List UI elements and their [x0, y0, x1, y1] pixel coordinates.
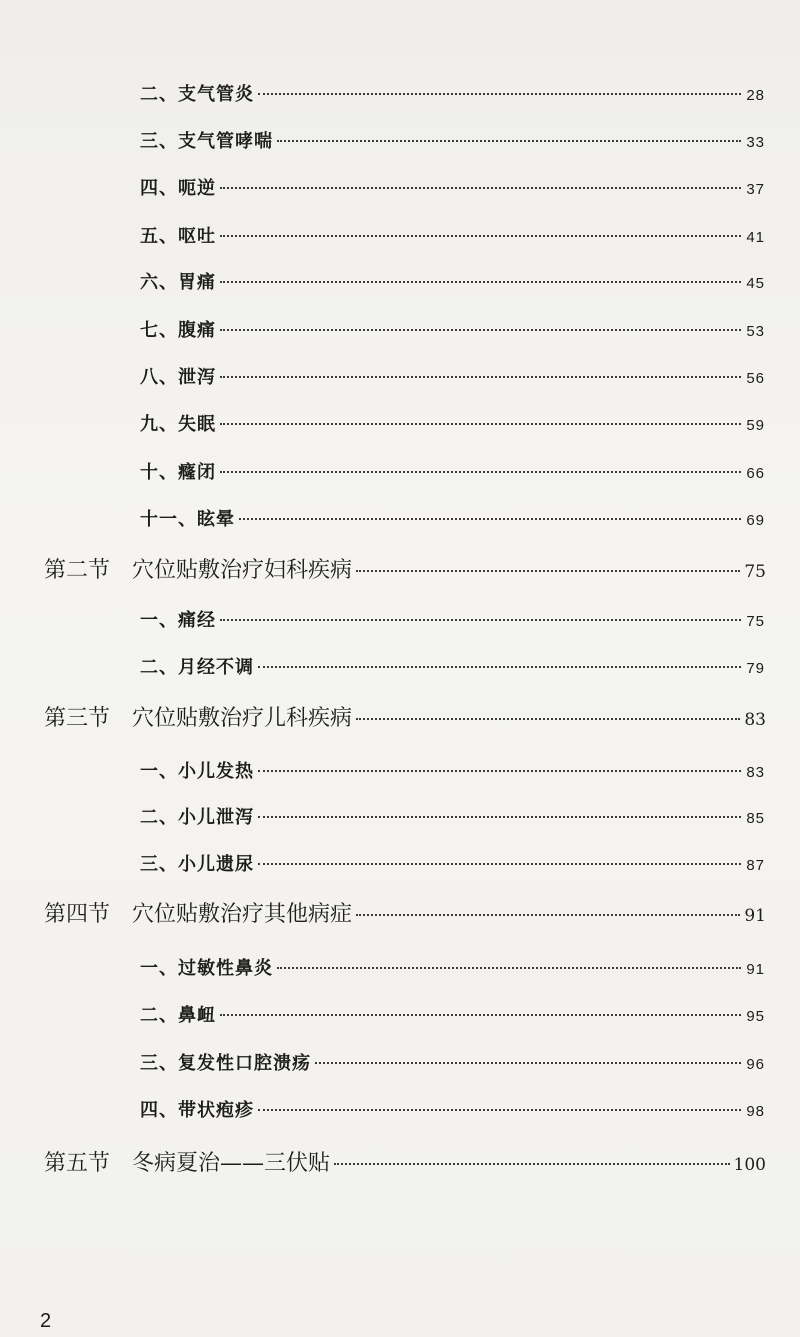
entry-title: 癃闭 [178, 462, 216, 483]
item-number: 二、 [140, 84, 178, 105]
dot-leader [258, 863, 741, 865]
page-ref: 37 [746, 181, 765, 198]
dot-leader [220, 376, 741, 378]
dot-leader [220, 235, 741, 237]
entry-title: 呕吐 [178, 226, 216, 247]
entry-title: 痛经 [178, 610, 216, 631]
toc-item-row[interactable] [140, 757, 765, 783]
page-ref: 66 [746, 465, 765, 482]
dot-leader [356, 718, 740, 720]
entry-title: 过敏性鼻炎 [178, 958, 273, 979]
toc-item-row[interactable] [140, 268, 765, 294]
page-ref: 91 [746, 961, 765, 978]
dot-leader [334, 1163, 730, 1165]
dot-leader [356, 570, 740, 572]
item-number: 六、 [140, 272, 178, 293]
item-number: 十一、 [140, 509, 197, 530]
page-ref: 85 [746, 810, 765, 827]
toc-item-row[interactable] [140, 222, 765, 248]
toc-item-row[interactable] [140, 653, 765, 679]
section-number: 第三节 [44, 706, 111, 731]
entry-title: 腹痛 [178, 320, 216, 341]
item-number: 三、 [140, 131, 178, 152]
entry-title: 泄泻 [178, 367, 216, 388]
dot-leader [239, 518, 741, 520]
section-number: 第二节 [44, 558, 111, 583]
entry-title: 冬病夏治——三伏贴 [132, 1151, 331, 1176]
page-ref: 59 [746, 417, 765, 434]
entry-title: 支气管炎 [178, 84, 254, 105]
page-ref: 56 [746, 370, 765, 387]
entry-title: 小儿遗尿 [178, 854, 254, 875]
toc-item-row[interactable] [140, 850, 765, 876]
entry-title: 呃逆 [178, 178, 216, 199]
toc-item-row[interactable] [140, 458, 765, 484]
dot-leader [220, 281, 741, 283]
entry-title: 月经不调 [178, 657, 254, 678]
page-ref: 95 [746, 1008, 765, 1025]
item-number: 五、 [140, 226, 178, 247]
page-ref: 79 [746, 660, 765, 677]
toc-item-row[interactable] [140, 363, 765, 389]
page-ref: 96 [746, 1056, 765, 1073]
item-number: 二、 [140, 657, 178, 678]
dot-leader [258, 93, 741, 95]
toc-item-row[interactable] [140, 316, 765, 342]
entry-title: 小儿发热 [178, 761, 254, 782]
toc-item-row[interactable] [140, 954, 765, 980]
page-ref: 41 [746, 229, 765, 246]
toc-item-row[interactable] [140, 127, 765, 153]
entry-title: 穴位贴敷治疗儿科疾病 [132, 706, 353, 731]
page-ref: 75 [746, 613, 765, 630]
entry-title: 带状疱疹 [178, 1100, 254, 1121]
entry-title: 穴位贴敷治疗其他病症 [132, 902, 353, 927]
item-number: 四、 [140, 178, 178, 199]
dot-leader [258, 770, 741, 772]
dot-leader [277, 140, 741, 142]
item-number: 七、 [140, 320, 178, 341]
toc-item-row[interactable] [140, 174, 765, 200]
section-number: 第五节 [44, 1151, 111, 1176]
page-ref: 98 [746, 1103, 765, 1120]
entry-title: 鼻衄 [178, 1005, 216, 1026]
item-number: 四、 [140, 1100, 178, 1121]
page-ref: 45 [746, 275, 765, 292]
item-number: 一、 [140, 761, 178, 782]
dot-leader [277, 967, 741, 969]
dot-leader [220, 187, 741, 189]
dot-leader [220, 329, 741, 331]
page-ref: 33 [746, 134, 765, 151]
dot-leader [315, 1062, 741, 1064]
item-number: 十、 [140, 462, 178, 483]
entry-title: 穴位贴敷治疗妇科疾病 [132, 558, 353, 583]
toc-section-row[interactable] [44, 553, 766, 584]
page-number: 2 [40, 1310, 52, 1332]
page-ref: 53 [746, 323, 765, 340]
page-ref: 87 [746, 857, 765, 874]
page-ref: 69 [746, 512, 765, 529]
toc-section-row[interactable] [44, 701, 766, 732]
page-ref: 91 [744, 906, 766, 926]
dot-leader [258, 666, 741, 668]
page-ref: 83 [746, 764, 765, 781]
item-number: 二、 [140, 807, 178, 828]
entry-title: 小儿泄泻 [178, 807, 254, 828]
toc-item-row[interactable] [140, 1001, 765, 1027]
dot-leader [258, 816, 741, 818]
entry-title: 眩晕 [197, 509, 235, 530]
toc-item-row[interactable] [140, 1096, 765, 1122]
toc-item-row[interactable] [140, 505, 765, 531]
item-number: 三、 [140, 854, 178, 875]
dot-leader [220, 1014, 741, 1016]
page-ref: 100 [733, 1155, 766, 1175]
page-ref: 83 [744, 710, 766, 730]
toc-item-row[interactable] [140, 80, 765, 106]
page-ref: 28 [746, 87, 765, 104]
entry-title: 复发性口腔溃疡 [178, 1053, 311, 1074]
item-number: 二、 [140, 1005, 178, 1026]
toc-item-row[interactable] [140, 410, 765, 436]
toc-section-row[interactable] [44, 1146, 766, 1177]
item-number: 一、 [140, 958, 178, 979]
entry-title: 胃痛 [178, 272, 216, 293]
item-number: 一、 [140, 610, 178, 631]
toc-item-row[interactable] [140, 803, 765, 829]
dot-leader [220, 423, 741, 425]
toc-section-row[interactable] [44, 897, 766, 928]
toc-item-row[interactable] [140, 606, 765, 632]
page-ref: 75 [744, 562, 766, 582]
section-number: 第四节 [44, 902, 111, 927]
toc-item-row[interactable] [140, 1049, 765, 1075]
dot-leader [258, 1109, 741, 1111]
entry-title: 支气管哮喘 [178, 131, 273, 152]
dot-leader [356, 914, 740, 916]
item-number: 三、 [140, 1053, 178, 1074]
entry-title: 失眠 [178, 414, 216, 435]
dot-leader [220, 471, 741, 473]
item-number: 九、 [140, 414, 178, 435]
item-number: 八、 [140, 367, 178, 388]
dot-leader [220, 619, 741, 621]
